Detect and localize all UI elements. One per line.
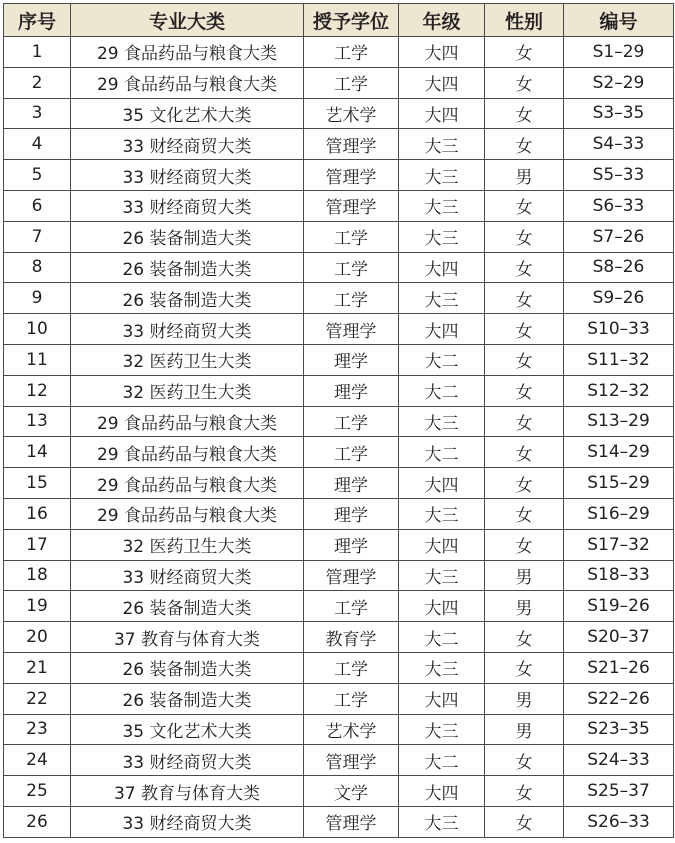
cell-grade: 大二 — [399, 745, 485, 776]
cell-code: S8–26 — [564, 252, 674, 283]
table-row — [4, 129, 674, 160]
table-body — [4, 37, 674, 838]
table-row — [4, 714, 674, 745]
cell-code: S6–33 — [564, 190, 674, 221]
cell-gender: 女 — [485, 468, 564, 499]
cell-code: S21–26 — [564, 652, 674, 683]
cell-index: 17 — [4, 529, 71, 560]
cell-degree: 工学 — [304, 437, 399, 468]
header-gender: 性别 — [485, 4, 564, 37]
cell-degree: 管理学 — [304, 129, 399, 160]
cell-gender: 女 — [485, 190, 564, 221]
cell-gender: 女 — [485, 806, 564, 837]
cell-gender: 女 — [485, 745, 564, 776]
cell-major: 35 文化艺术大类 — [71, 98, 304, 129]
cell-grade: 大四 — [399, 98, 485, 129]
cell-grade: 大二 — [399, 375, 485, 406]
cell-grade: 大三 — [399, 190, 485, 221]
cell-gender: 女 — [485, 221, 564, 252]
cell-gender: 女 — [485, 252, 564, 283]
cell-gender: 女 — [485, 406, 564, 437]
cell-degree: 工学 — [304, 221, 399, 252]
cell-grade: 大四 — [399, 591, 485, 622]
cell-index: 23 — [4, 714, 71, 745]
cell-gender: 女 — [485, 129, 564, 160]
cell-gender: 男 — [485, 683, 564, 714]
cell-gender: 女 — [485, 344, 564, 375]
cell-major: 33 财经商贸大类 — [71, 314, 304, 345]
cell-degree: 工学 — [304, 67, 399, 98]
cell-grade: 大三 — [399, 652, 485, 683]
cell-major: 26 装备制造大类 — [71, 652, 304, 683]
table-row — [4, 406, 674, 437]
cell-major: 33 财经商贸大类 — [71, 129, 304, 160]
cell-degree: 艺术学 — [304, 98, 399, 129]
cell-code: S2–29 — [564, 67, 674, 98]
cell-major: 26 装备制造大类 — [71, 221, 304, 252]
table-row — [4, 314, 674, 345]
cell-code: S24–33 — [564, 745, 674, 776]
cell-code: S5–33 — [564, 160, 674, 191]
cell-degree: 艺术学 — [304, 714, 399, 745]
table-row — [4, 344, 674, 375]
cell-index: 26 — [4, 806, 71, 837]
cell-degree: 理学 — [304, 498, 399, 529]
cell-grade: 大四 — [399, 67, 485, 98]
cell-degree: 工学 — [304, 406, 399, 437]
cell-major: 32 医药卫生大类 — [71, 344, 304, 375]
cell-index: 4 — [4, 129, 71, 160]
cell-degree: 管理学 — [304, 560, 399, 591]
cell-code: S11–32 — [564, 344, 674, 375]
table-row — [4, 468, 674, 499]
cell-grade: 大三 — [399, 806, 485, 837]
table-row — [4, 221, 674, 252]
cell-grade: 大三 — [399, 560, 485, 591]
header-grade: 年级 — [399, 4, 485, 37]
cell-grade: 大二 — [399, 437, 485, 468]
cell-gender: 女 — [485, 498, 564, 529]
cell-code: S13–29 — [564, 406, 674, 437]
cell-grade: 大二 — [399, 622, 485, 653]
header-degree: 授予学位 — [304, 4, 399, 37]
cell-index: 13 — [4, 406, 71, 437]
cell-gender: 女 — [485, 37, 564, 68]
cell-code: S16–29 — [564, 498, 674, 529]
table-row — [4, 776, 674, 807]
cell-degree: 文学 — [304, 776, 399, 807]
cell-index: 15 — [4, 468, 71, 499]
cell-major: 26 装备制造大类 — [71, 591, 304, 622]
cell-index: 24 — [4, 745, 71, 776]
cell-index: 9 — [4, 283, 71, 314]
cell-gender: 女 — [485, 622, 564, 653]
cell-major: 33 财经商贸大类 — [71, 806, 304, 837]
cell-gender: 男 — [485, 160, 564, 191]
cell-degree: 工学 — [304, 683, 399, 714]
cell-code: S12–32 — [564, 375, 674, 406]
cell-grade: 大三 — [399, 221, 485, 252]
cell-grade: 大四 — [399, 683, 485, 714]
cell-index: 3 — [4, 98, 71, 129]
cell-grade: 大四 — [399, 529, 485, 560]
table-row — [4, 375, 674, 406]
cell-major: 33 财经商贸大类 — [71, 745, 304, 776]
cell-index: 18 — [4, 560, 71, 591]
cell-grade: 大三 — [399, 714, 485, 745]
cell-gender: 男 — [485, 714, 564, 745]
cell-code: S7–26 — [564, 221, 674, 252]
table-row — [4, 98, 674, 129]
cell-gender: 女 — [485, 776, 564, 807]
cell-major: 37 教育与体育大类 — [71, 776, 304, 807]
cell-index: 10 — [4, 314, 71, 345]
cell-gender: 女 — [485, 314, 564, 345]
cell-grade: 大三 — [399, 129, 485, 160]
cell-code: S9–26 — [564, 283, 674, 314]
cell-index: 20 — [4, 622, 71, 653]
cell-grade: 大三 — [399, 283, 485, 314]
cell-code: S22–26 — [564, 683, 674, 714]
cell-degree: 工学 — [304, 37, 399, 68]
table-row — [4, 37, 674, 68]
table-row — [4, 529, 674, 560]
cell-degree: 管理学 — [304, 745, 399, 776]
cell-gender: 女 — [485, 529, 564, 560]
cell-index: 8 — [4, 252, 71, 283]
cell-index: 1 — [4, 37, 71, 68]
cell-degree: 理学 — [304, 344, 399, 375]
cell-major: 33 财经商贸大类 — [71, 160, 304, 191]
table-row — [4, 67, 674, 98]
cell-gender: 女 — [485, 652, 564, 683]
table-row — [4, 745, 674, 776]
cell-degree: 管理学 — [304, 160, 399, 191]
cell-index: 11 — [4, 344, 71, 375]
table-row — [4, 190, 674, 221]
cell-code: S19–26 — [564, 591, 674, 622]
cell-index: 7 — [4, 221, 71, 252]
cell-degree: 理学 — [304, 529, 399, 560]
cell-major: 35 文化艺术大类 — [71, 714, 304, 745]
cell-major: 33 财经商贸大类 — [71, 190, 304, 221]
cell-degree: 理学 — [304, 375, 399, 406]
cell-major: 32 医药卫生大类 — [71, 529, 304, 560]
table-row — [4, 160, 674, 191]
cell-degree: 教育学 — [304, 622, 399, 653]
cell-grade: 大三 — [399, 406, 485, 437]
cell-gender: 女 — [485, 283, 564, 314]
table-row — [4, 652, 674, 683]
cell-code: S3–35 — [564, 98, 674, 129]
cell-grade: 大三 — [399, 160, 485, 191]
cell-major: 29 食品药品与粮食大类 — [71, 37, 304, 68]
cell-major: 33 财经商贸大类 — [71, 560, 304, 591]
cell-degree: 管理学 — [304, 314, 399, 345]
table-row — [4, 622, 674, 653]
cell-index: 12 — [4, 375, 71, 406]
cell-code: S1–29 — [564, 37, 674, 68]
cell-code: S18–33 — [564, 560, 674, 591]
table-row — [4, 283, 674, 314]
cell-index: 16 — [4, 498, 71, 529]
cell-grade: 大四 — [399, 37, 485, 68]
cell-index: 22 — [4, 683, 71, 714]
cell-grade: 大二 — [399, 344, 485, 375]
cell-code: S25–37 — [564, 776, 674, 807]
cell-gender: 女 — [485, 98, 564, 129]
cell-index: 14 — [4, 437, 71, 468]
cell-index: 19 — [4, 591, 71, 622]
cell-degree: 工学 — [304, 652, 399, 683]
cell-gender: 女 — [485, 437, 564, 468]
table-row — [4, 683, 674, 714]
cell-degree: 管理学 — [304, 806, 399, 837]
cell-grade: 大四 — [399, 776, 485, 807]
cell-major: 37 教育与体育大类 — [71, 622, 304, 653]
cell-grade: 大四 — [399, 314, 485, 345]
cell-code: S17–32 — [564, 529, 674, 560]
table-row — [4, 806, 674, 837]
cell-major: 29 食品药品与粮食大类 — [71, 498, 304, 529]
cell-gender: 男 — [485, 591, 564, 622]
table-row — [4, 560, 674, 591]
cell-grade: 大四 — [399, 252, 485, 283]
cell-gender: 女 — [485, 375, 564, 406]
cell-index: 25 — [4, 776, 71, 807]
cell-major: 26 装备制造大类 — [71, 283, 304, 314]
cell-gender: 女 — [485, 67, 564, 98]
cell-major: 29 食品药品与粮食大类 — [71, 406, 304, 437]
cell-index: 21 — [4, 652, 71, 683]
header-index: 序号 — [4, 4, 71, 37]
cell-index: 6 — [4, 190, 71, 221]
cell-major: 26 装备制造大类 — [71, 683, 304, 714]
cell-code: S20–37 — [564, 622, 674, 653]
cell-code: S26–33 — [564, 806, 674, 837]
cell-gender: 男 — [485, 560, 564, 591]
cell-major: 26 装备制造大类 — [71, 252, 304, 283]
cell-code: S14–29 — [564, 437, 674, 468]
table-row — [4, 252, 674, 283]
cell-code: S23–35 — [564, 714, 674, 745]
cell-index: 2 — [4, 67, 71, 98]
table-row — [4, 437, 674, 468]
cell-code: S4–33 — [564, 129, 674, 160]
header-code: 编号 — [564, 4, 674, 37]
table-row — [4, 498, 674, 529]
cell-degree: 工学 — [304, 591, 399, 622]
cell-code: S10–33 — [564, 314, 674, 345]
cell-degree: 理学 — [304, 468, 399, 499]
cell-major: 29 食品药品与粮食大类 — [71, 437, 304, 468]
table-row — [4, 591, 674, 622]
cell-degree: 工学 — [304, 252, 399, 283]
cell-degree: 工学 — [304, 283, 399, 314]
student-table — [3, 3, 674, 838]
header-row — [4, 4, 674, 37]
cell-index: 5 — [4, 160, 71, 191]
cell-degree: 管理学 — [304, 190, 399, 221]
cell-code: S15–29 — [564, 468, 674, 499]
cell-major: 29 食品药品与粮食大类 — [71, 468, 304, 499]
cell-major: 32 医药卫生大类 — [71, 375, 304, 406]
cell-major: 29 食品药品与粮食大类 — [71, 67, 304, 98]
cell-grade: 大四 — [399, 468, 485, 499]
cell-grade: 大三 — [399, 498, 485, 529]
header-major: 专业大类 — [71, 4, 304, 37]
